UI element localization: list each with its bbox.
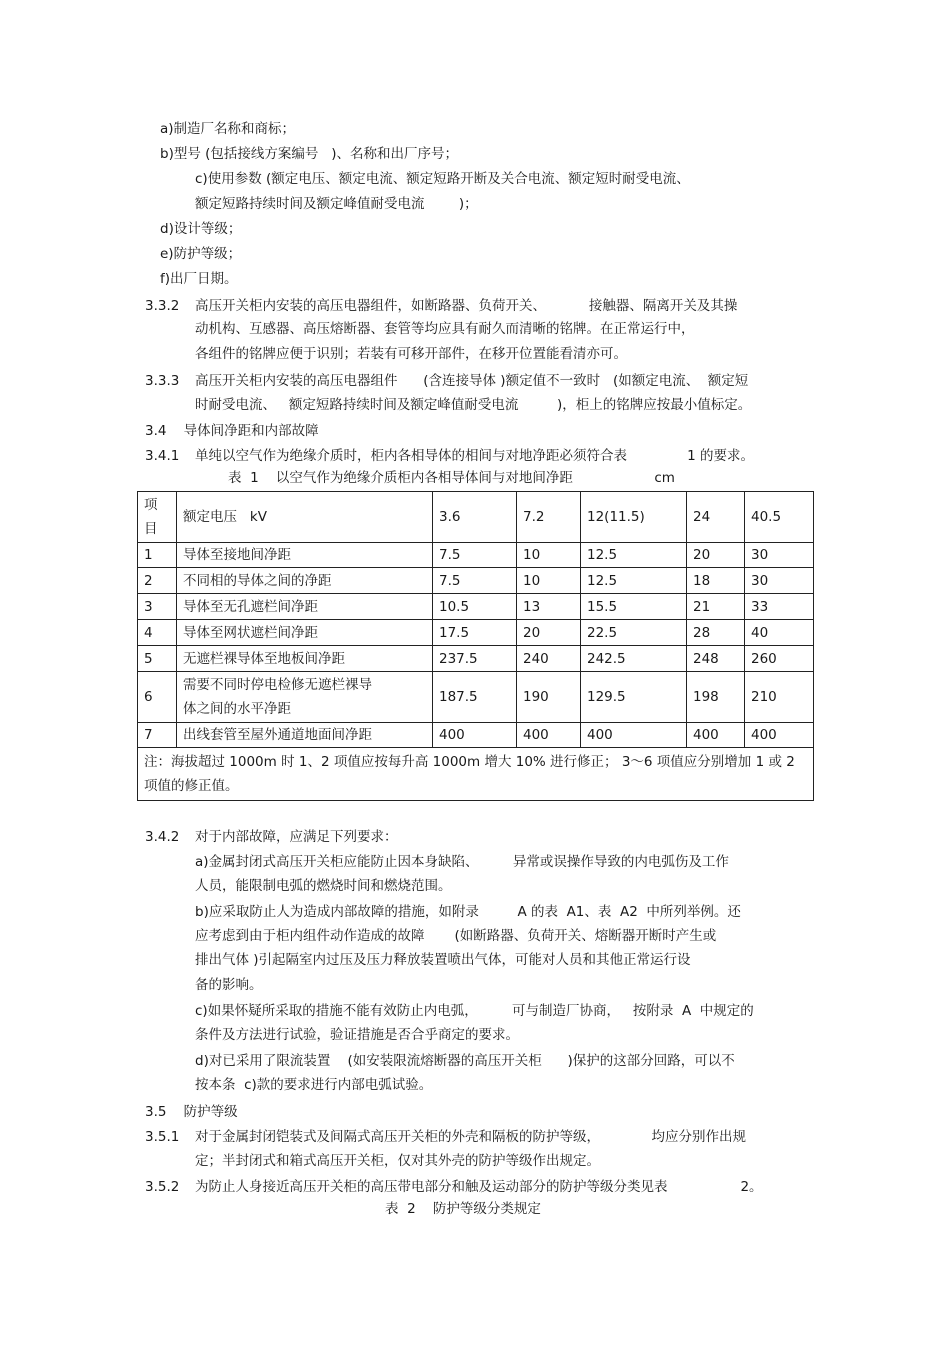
row-value: 20 — [687, 543, 745, 568]
row-value: 187.5 — [433, 672, 517, 723]
row-value: 10 — [517, 568, 581, 594]
section-number-3-3-3: 3.3.3 — [145, 373, 180, 389]
section-3-4-2-d-line2: 按本条 c)款的要求进行内部电弧试验。 — [195, 1077, 433, 1093]
item-d: d)设计等级； — [160, 221, 242, 237]
row-no: 1 — [138, 543, 177, 568]
row-value: 20 — [517, 620, 581, 646]
row-value: 13 — [517, 594, 581, 620]
row-value: 190 — [517, 672, 581, 723]
row-name: 出线套管至屋外通道地面间净距 — [177, 723, 433, 748]
section-3-5-2-line1: 为防止人身接近高压开关柜的高压带电部分和触及运动部分的防护等级分类见表 2。 — [195, 1179, 763, 1195]
row-value: 10 — [517, 543, 581, 568]
section-3-3-2-line3: 各组件的铭牌应便于识别；若装有可移开部件，在移开位置能看清亦可。 — [195, 346, 627, 362]
item-e: e)防护等级； — [160, 246, 242, 262]
table2-caption: 表 2 防护等级分类规定 — [385, 1201, 541, 1217]
section-3-4-2-c-line2: 条件及方法进行试验，验证措施是否合乎商定的要求。 — [195, 1027, 519, 1043]
item-c-line2: 额定短路持续时间及额定峰值耐受电流 )； — [195, 196, 478, 212]
row-value: 10.5 — [433, 594, 517, 620]
row-value: 400 — [517, 723, 581, 748]
row-name: 不同相的导体之间的净距 — [177, 568, 433, 594]
row-value: 237.5 — [433, 646, 517, 672]
table1-caption: 表 1 以空气作为绝缘介质柜内各相导体间与对地间净距 cm — [228, 470, 675, 486]
row-value: 129.5 — [581, 672, 687, 723]
section-3-4-1-line1: 单纯以空气作为绝缘介质时，柜内各相导体的相间与对地净距必须符合表 1 的要求。 — [195, 448, 754, 464]
section-3-4-2-b-line3: 排出气体 )引起隔室内过压及压力释放装置喷出气体，可能对人员和其他正常运行设 — [195, 952, 691, 968]
section-3-3-2-line2: 动机构、互感器、高压熔断器、套管等均应具有耐久而清晰的铭牌。在正常运行中， — [195, 321, 695, 337]
section-3-3-3-line1: 高压开关柜内安装的高压电器组件 (含连接导体 )额定值不一致时 (如额定电流、 额定短 — [195, 373, 749, 389]
section-3-4-2-a-line2: 人员，能限制电弧的燃烧时间和燃烧范围。 — [195, 878, 452, 894]
header-col-40-5: 40.5 — [745, 492, 814, 543]
row-value: 400 — [581, 723, 687, 748]
section-number-3-4-2: 3.4.2 — [145, 829, 180, 845]
row-value: 240 — [517, 646, 581, 672]
header-col-7-2: 7.2 — [517, 492, 581, 543]
section-3-4-2-d-line1: d)对已采用了限流装置 (如安装限流熔断器的高压开关柜 )保护的这部分回路，可以不 — [195, 1053, 735, 1069]
row-value: 12.5 — [581, 543, 687, 568]
row-no: 4 — [138, 620, 177, 646]
row-value: 21 — [687, 594, 745, 620]
row-value: 22.5 — [581, 620, 687, 646]
section-3-4-2-b-line2: 应考虑到由于柜内组件动作造成的故障 (如断路器、负荷开关、熔断器开断时产生或 — [195, 928, 717, 944]
table-note-row — [138, 748, 814, 801]
row-value: 40 — [745, 620, 814, 646]
table-note: 注：海拔超过 1000m 时 1、2 项值应按每升高 1000m 增大 10% 进行修正； 3～6 项值应分别增加 1 或 2 项值的修正值。 — [138, 748, 814, 801]
row-value: 242.5 — [581, 646, 687, 672]
item-a: a)制造厂名称和商标； — [160, 121, 296, 137]
row-name: 无遮栏裸导体至地板间净距 — [177, 646, 433, 672]
section-3-5-1-line2: 定；半封闭式和箱式高压开关柜，仅对其外壳的防护等级作出规定。 — [195, 1153, 600, 1169]
section-3-4-2-c-line1: c)如果怀疑所采取的措施不能有效防止内电弧， 可与制造厂协商， 按附录 A 中规定的 — [195, 1003, 754, 1019]
row-no: 3 — [138, 594, 177, 620]
row-value: 17.5 — [433, 620, 517, 646]
item-b: b)型号 (包括接线方案编号 )、名称和出厂序号； — [160, 146, 459, 162]
row-value: 260 — [745, 646, 814, 672]
row-name: 导体至无孔遮栏间净距 — [177, 594, 433, 620]
item-f: f)出厂日期。 — [160, 271, 238, 287]
table-row — [138, 672, 814, 723]
header-voltage-label: 额定电压 kV — [177, 492, 433, 543]
row-value: 28 — [687, 620, 745, 646]
row-value: 400 — [687, 723, 745, 748]
row-no: 2 — [138, 568, 177, 594]
row-value: 210 — [745, 672, 814, 723]
row-value: 33 — [745, 594, 814, 620]
row-no: 6 — [138, 672, 177, 723]
item-c-line1: c)使用参数 (额定电压、额定电流、额定短路开断及关合电流、额定短时耐受电流、 — [195, 171, 690, 187]
section-number-3-5-2: 3.5.2 — [145, 1179, 180, 1195]
row-value: 30 — [745, 543, 814, 568]
row-value: 400 — [745, 723, 814, 748]
row-name: 需要不同时停电检修无遮栏裸导 体之间的水平净距 — [177, 672, 433, 723]
section-heading-3-5: 3.5 防护等级 — [145, 1104, 238, 1120]
row-no: 7 — [138, 723, 177, 748]
section-number-3-5-1: 3.5.1 — [145, 1129, 180, 1145]
row-value: 7.5 — [433, 543, 517, 568]
row-value: 198 — [687, 672, 745, 723]
section-number-3-3-2: 3.3.2 — [145, 298, 180, 314]
table-row — [138, 646, 814, 672]
row-value: 15.5 — [581, 594, 687, 620]
row-value: 7.5 — [433, 568, 517, 594]
header-item: 项 目 — [138, 492, 177, 543]
table-row — [138, 620, 814, 646]
section-number-3-4-1: 3.4.1 — [145, 448, 180, 464]
section-heading-3-4: 3.4 导体间净距和内部故障 — [145, 423, 319, 439]
section-3-3-3-line2: 时耐受电流、 额定短路持续时间及额定峰值耐受电流 )，柜上的铭牌应按最小值标定。 — [195, 397, 752, 413]
row-value: 18 — [687, 568, 745, 594]
row-value: 12.5 — [581, 568, 687, 594]
clearance-table — [137, 491, 814, 801]
section-3-4-2-a-line1: a)金属封闭式高压开关柜应能防止因本身缺陷、 异常或误操作导致的内电弧伤及工作 — [195, 854, 729, 870]
table-row — [138, 543, 814, 568]
section-3-4-2-b-line4: 备的影响。 — [195, 977, 263, 993]
table-header-row — [138, 492, 814, 543]
row-value: 248 — [687, 646, 745, 672]
header-col-24: 24 — [687, 492, 745, 543]
header-col-3-6: 3.6 — [433, 492, 517, 543]
section-3-5-1-line1: 对于金属封闭铠装式及间隔式高压开关柜的外壳和隔板的防护等级， 均应分别作出规 — [195, 1129, 746, 1145]
table-row — [138, 723, 814, 748]
row-no: 5 — [138, 646, 177, 672]
row-value: 400 — [433, 723, 517, 748]
table-row — [138, 594, 814, 620]
header-col-12: 12(11.5) — [581, 492, 687, 543]
section-3-4-2-b-line1: b)应采取防止人为造成内部故障的措施，如附录 A 的表 A1、表 A2 中所列举例。还 — [195, 904, 741, 920]
table-row — [138, 568, 814, 594]
row-name: 导体至接地间净距 — [177, 543, 433, 568]
row-name: 导体至网状遮栏间净距 — [177, 620, 433, 646]
row-value: 30 — [745, 568, 814, 594]
section-3-3-2-line1: 高压开关柜内安装的高压电器组件，如断路器、负荷开关、 接触器、隔离开关及其操 — [195, 298, 738, 314]
section-3-4-2-intro: 对于内部故障，应满足下列要求： — [195, 829, 398, 845]
